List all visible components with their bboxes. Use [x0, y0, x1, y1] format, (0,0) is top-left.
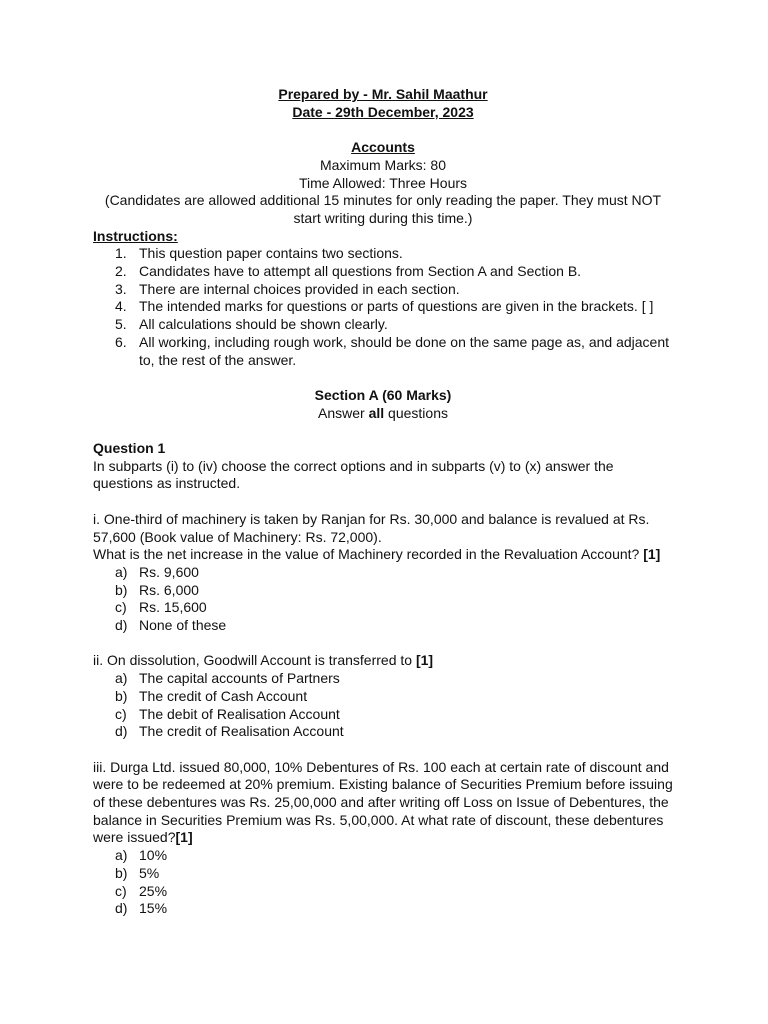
- option-item: [93, 599, 673, 617]
- option-label: a): [115, 563, 128, 580]
- instructions-list: [93, 245, 673, 369]
- part-ii-stem: ii. On dissolution, Goodwill Account is transferred to: [93, 652, 416, 669]
- option-item: [93, 900, 673, 918]
- instruction-item: [93, 263, 673, 281]
- section-a-title: Section A (60 Marks): [314, 386, 452, 403]
- subject-title: Accounts: [351, 139, 415, 156]
- option-label: d): [115, 723, 128, 740]
- option-item: [93, 883, 673, 901]
- option-text: The debit of Realisation Account: [139, 705, 340, 722]
- section-a-sub-bold: all: [368, 404, 385, 421]
- instruction-text: All calculations should be shown clearly.: [139, 316, 388, 333]
- option-item: [93, 670, 673, 688]
- part-i-question: What is the net increase in the value of Machinery recorded in the Revaluation Account?: [93, 546, 644, 563]
- option-label: d): [115, 900, 128, 917]
- part-ii-stem-line: [93, 652, 673, 670]
- instruction-number: 3.: [115, 280, 127, 297]
- instruction-text: This question paper contains two sections.: [139, 245, 403, 262]
- part-iii-stem-line: [93, 759, 673, 848]
- instruction-number: 6.: [115, 333, 127, 350]
- instruction-text: The intended marks for questions or parts of questions are given in the brackets. [ ]: [139, 298, 654, 315]
- option-text: 10%: [139, 847, 168, 864]
- instruction-item: [93, 281, 673, 299]
- option-item: [93, 617, 673, 635]
- instruction-number: 5.: [115, 316, 127, 333]
- option-item: [93, 582, 673, 600]
- instruction-item: [93, 316, 673, 334]
- section-a-sub-post: questions: [384, 404, 448, 421]
- option-text: 25%: [139, 882, 168, 899]
- instruction-item: [93, 334, 673, 369]
- date-line: Date - 29th December, 2023: [292, 103, 474, 120]
- part-i-stem-2: [93, 546, 673, 564]
- option-text: The credit of Realisation Account: [139, 723, 344, 740]
- option-text: The credit of Cash Account: [139, 687, 308, 704]
- section-a-sub-pre: Answer: [318, 404, 369, 421]
- part-iii-marks: [1]: [175, 829, 193, 846]
- option-label: d): [115, 617, 128, 634]
- question-part-i: [93, 511, 673, 635]
- instruction-number: 4.: [115, 298, 127, 315]
- part-i-stem: i. One-third of machinery is taken by Ranjan for Rs. 30,000 and balance is revalued at Rs. 57,600 (Book value of Machinery: Rs. 72,000).: [93, 510, 650, 545]
- instruction-item: [93, 245, 673, 263]
- option-label: b): [115, 581, 128, 598]
- prepared-by: Prepared by - Mr. Sahil Maathur: [278, 86, 488, 102]
- option-item: [93, 723, 673, 741]
- instruction-text: There are internal choices provided in each section.: [139, 280, 460, 297]
- question-1-intro: In subparts (i) to (iv) choose the correct options and in subparts (v) to (x) answer the questions as instructed.: [93, 457, 614, 492]
- option-item: [93, 706, 673, 724]
- option-label: c): [115, 599, 127, 616]
- document-content: [93, 86, 673, 918]
- question-part-ii: [93, 652, 673, 741]
- option-label: b): [115, 864, 128, 881]
- option-text: 15%: [139, 900, 168, 917]
- section-a-subtitle: [93, 405, 673, 423]
- instruction-text: Candidates have to attempt all questions from Section A and Section B.: [139, 263, 582, 280]
- option-text: The capital accounts of Partners: [139, 670, 340, 687]
- max-marks: Maximum Marks: 80: [319, 156, 447, 173]
- option-text: Rs. 6,000: [139, 581, 199, 598]
- option-label: a): [115, 847, 128, 864]
- instruction-number: 2.: [115, 263, 127, 280]
- option-label: c): [115, 705, 127, 722]
- option-item: [93, 688, 673, 706]
- reading-note: (Candidates are allowed additional 15 minutes for only reading the paper. They must NOT start writing during this time.): [104, 192, 662, 226]
- part-iii-options: [93, 847, 673, 918]
- option-text: Rs. 9,600: [139, 563, 199, 580]
- part-ii-marks: [1]: [415, 652, 434, 669]
- part-i-options: [93, 564, 673, 635]
- option-text: 5%: [139, 864, 160, 881]
- option-label: c): [115, 882, 127, 899]
- option-item: [93, 564, 673, 582]
- instructions-heading: Instructions:: [93, 227, 178, 244]
- option-item: [93, 865, 673, 883]
- question-part-iii: [93, 759, 673, 918]
- option-text: None of these: [139, 617, 227, 634]
- instruction-number: 1.: [115, 245, 127, 262]
- part-iii-stem: iii. Durga Ltd. issued 80,000, 10% Debentures of Rs. 100 each at certain rate of discount and were to be redeemed at 20% premium. Existing balance of Securities Premium before issuing of these debentures was Rs. 25,00,000 and after writing off Loss on Issue of Debentures, the balance in Securities Premium was Rs. 5,00,000. At what rate of discount, these debentures were issued?: [93, 758, 673, 846]
- instruction-item: [93, 298, 673, 316]
- part-i-marks: [1]: [643, 546, 661, 563]
- question-1-heading: Question 1: [93, 440, 166, 457]
- option-label: a): [115, 670, 128, 687]
- option-item: [93, 847, 673, 865]
- part-ii-options: [93, 670, 673, 741]
- instruction-text: All working, including rough work, should be done on the same page as, and adjacent to, the rest of the answer.: [139, 333, 670, 368]
- option-label: b): [115, 687, 128, 704]
- time-allowed: Time Allowed: Three Hours: [298, 174, 468, 191]
- option-text: Rs. 15,600: [139, 599, 207, 616]
